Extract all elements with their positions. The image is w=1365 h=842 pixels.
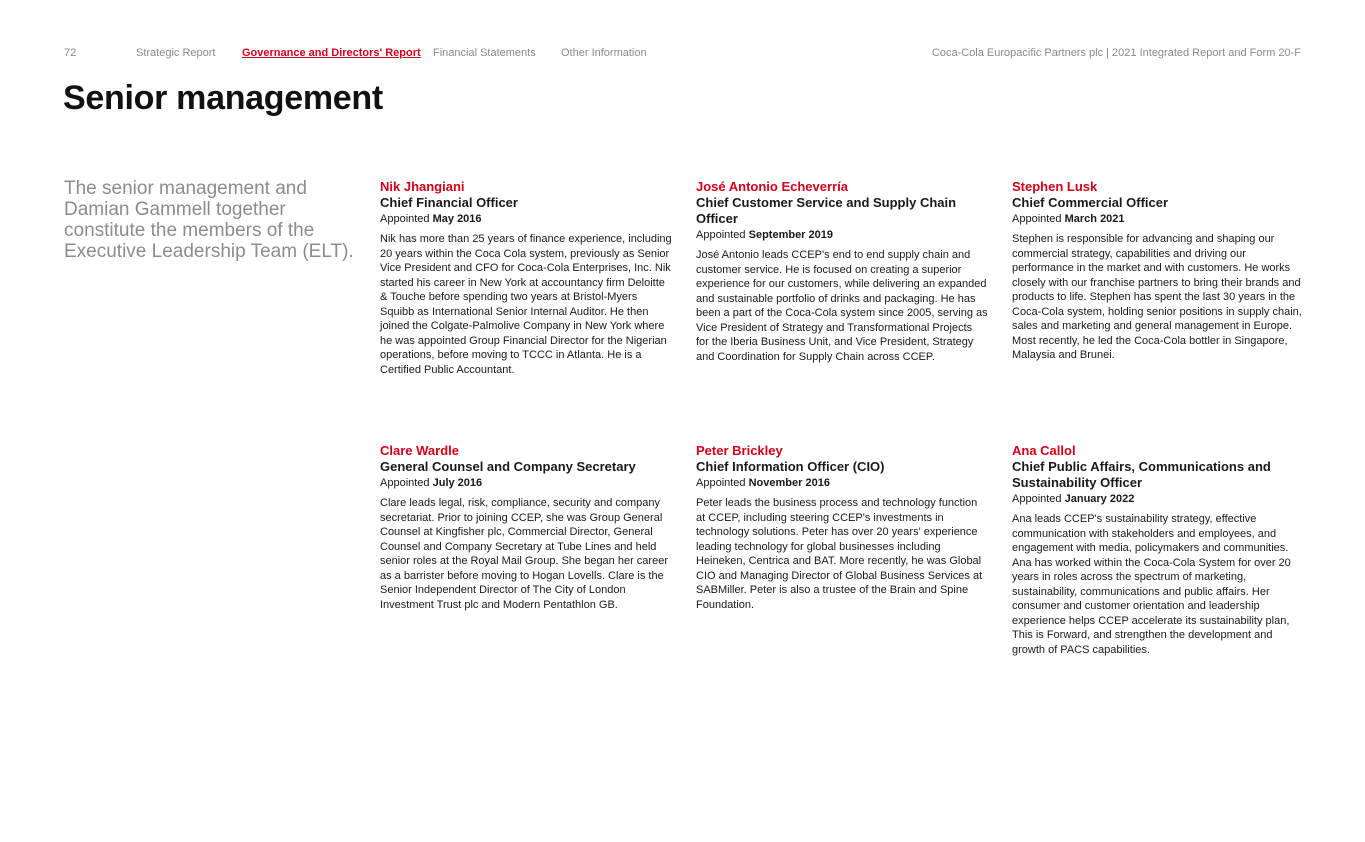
nav-link-other-information[interactable]: Other Information: [561, 47, 647, 59]
person-name: Stephen Lusk: [1012, 179, 1098, 194]
appointed-label: Appointed: [696, 477, 746, 489]
person-card: [380, 179, 672, 377]
appointed-label: Appointed: [380, 477, 430, 489]
document-title: Coca-Cola Europacific Partners plc | 2021 Integrated Report and Form 20-F: [931, 47, 1301, 59]
person-bio: Clare leads legal, risk, compliance, security and company secretariat. Prior to joining CCEP, she was Group General Counsel at Kingfisher plc, Commercial Director, General Counsel and Company Secretary at Tube Lines and held senior roles at the Royal Mail Group. She began her career as a barrister before moving to Hogan Lovells. Clare is the Senior Independent Director of The City of London Investment Trust plc and Modern Pentathlon GB.: [380, 497, 668, 611]
person-bio: José Antonio leads CCEP's end to end supply chain and customer service. He is focused on creating a superior experience for our customers, while delivering an expanded and sustainable portfolio of drinks and packaging. He has been a part of the Coca-Cola system since 2005, serving as Vice President of Strategy and Transformational Projects for the Iberia Business Unit, and Vice President, Strategy and Coordination for Supply Chain across CCEP.: [696, 249, 988, 363]
person-bio: Nik has more than 25 years of finance experience, including 20 years within the Coca Cola system, previously as Senior Vice President and CFO for Coca-Cola Enterprises, Inc. Nik started his career in New York at accountancy firm Deloitte & Touche before spending two years at Bristol-Myers Squibb as International Senior Internal Auditor. He then joined the Colgate-Palmolive Company in New York where he was appointed Group Financial Director for the Nigerian operations, before moving to TCCC in Atlanta. He is a Certified Public Accountant.: [380, 233, 672, 376]
person-bio: Ana leads CCEP's sustainability strategy, effective communication with stakeholders and employees, and engagement with media, policymakers and communities. Ana has worked within the Coca-Cola System for over 20 years in roles across the spectrum of marketing, sustainability, communications and public affairs. Her consumer and customer orientation and leadership experience helps CCEP accelerate its sustainability plan, This is Forward, and strengthen the development and growth of PACS capabilities.: [1012, 513, 1291, 656]
top-navigation: [0, 47, 1365, 63]
person-name: Nik Jhangiani: [380, 179, 465, 194]
appointed-line: [1012, 212, 1304, 227]
intro-text: The senior management and Damian Gammell together constitute the members of the Executive Leadership Team (ELT).: [64, 178, 354, 262]
person-name: Ana Callol: [1012, 443, 1076, 458]
person-card: [380, 443, 672, 612]
appointed-label: Appointed: [696, 229, 746, 241]
nav-link-strategic-report[interactable]: Strategic Report: [136, 47, 216, 59]
person-name: José Antonio Echeverría: [696, 179, 848, 194]
appointed-date: November 2016: [748, 477, 830, 489]
appointed-line: [380, 476, 672, 491]
person-card: [1012, 179, 1304, 363]
person-role: Chief Customer Service and Supply Chain Officer: [696, 195, 957, 226]
appointed-line: [380, 212, 672, 227]
person-name: Peter Brickley: [696, 443, 783, 458]
appointed-label: Appointed: [1012, 213, 1062, 225]
person-bio: Peter leads the business process and technology function at CCEP, including steering CCEP's investments in technology solutions. Peter has over 20 years' experience leading technology for global businesses including Heineken, Centrica and BAT. More recently, he was Global CIO and Managing Director of Global Business Services at SABMiller. Peter is also a trustee of the Brain and Spine Foundation.: [696, 497, 983, 611]
person-role: Chief Public Affairs, Communications and Sustainability Officer: [1012, 459, 1271, 490]
appointed-line: [696, 228, 988, 243]
person-role: Chief Information Officer (CIO): [696, 459, 885, 474]
person-role: General Counsel and Company Secretary: [380, 459, 636, 474]
appointed-date: January 2022: [1064, 493, 1135, 505]
nav-link-financial-statements[interactable]: Financial Statements: [433, 47, 536, 59]
person-card: [696, 443, 988, 612]
page-title: Senior management: [63, 79, 383, 117]
page-number: 72: [64, 47, 77, 59]
appointed-date: September 2019: [748, 229, 833, 241]
person-card: [696, 179, 988, 364]
appointed-date: May 2016: [432, 213, 482, 225]
person-bio: Stephen is responsible for advancing and shaping our commercial strategy, capabilities and driving our performance in the market and with customers. He works closely with our franchise partners to bring their brands and products to life. Stephen has spent the last 30 years in the Coca-Cola system, holding senior positions in supply chain, sales and marketing and general management in Europe. Most recently, he led the Coca-Cola bottler in Singapore, Malaysia and Brunei.: [1012, 233, 1302, 361]
appointed-line: [696, 476, 988, 491]
nav-link-governance-active[interactable]: Governance and Directors' Report: [242, 47, 421, 59]
appointed-date: July 2016: [432, 477, 483, 489]
appointed-date: March 2021: [1064, 213, 1125, 225]
appointed-label: Appointed: [1012, 493, 1062, 505]
person-role: Chief Financial Officer: [380, 195, 518, 210]
person-role: Chief Commercial Officer: [1012, 195, 1169, 210]
appointed-label: Appointed: [380, 213, 430, 225]
person-card: [1012, 443, 1304, 657]
appointed-line: [1012, 492, 1304, 507]
person-name: Clare Wardle: [380, 443, 459, 458]
